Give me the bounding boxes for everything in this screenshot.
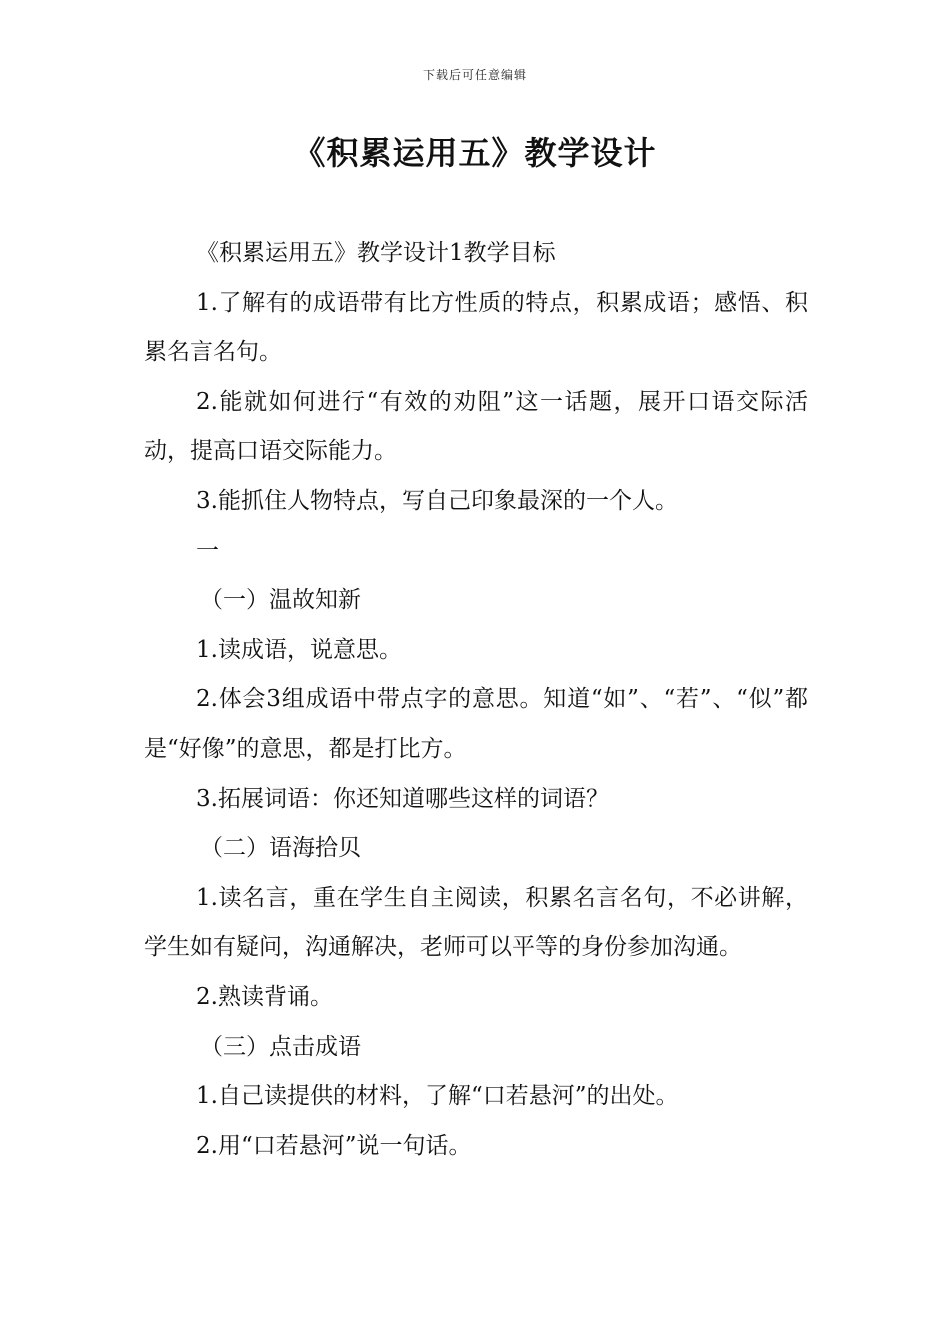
step-1-1: 1.读成语，说意思。 [196,636,402,663]
step-3-1: 1.自己读提供的材料，了解“口若悬河”的出处。 [196,1083,679,1110]
header-note: 下载后可任意编辑 [422,68,527,82]
objective-3: 3.能抓住人物特点，写自己印象最深的一个人。 [196,487,678,514]
objective-1: 1.了解有的成语带有比方性质的特点，积累成语；感悟、积累名言名句。 [144,289,808,366]
step-2-1: 1.读名言，重在学生自主阅读，积累名言名句，不必讲解，学生如有疑问，沟通解决，老师可以平等的身份参加沟通。 [144,884,808,961]
document-body [144,229,808,1171]
step-2-2: 2.熟读背诵。 [196,983,333,1010]
step-3-2: 2.用“口若悬河”说一句话。 [196,1132,472,1159]
intro-paragraph: 《积累运用五》教学设计1教学目标 [196,240,556,266]
document-title: 《积累运用五》教学设计 [293,134,657,172]
step-1-3: 3.拓展词语：你还知道哪些这样的词语？ [196,785,609,812]
section-heading-3: （三）点击成语 [200,1033,361,1060]
step-1-2: 2.体会3组成语中带点字的意思。知道“如”、“若”、“似”都是“好像”的意思，都是打比方。 [144,686,808,762]
section-heading-1: （一）温故知新 [200,587,361,614]
section-marker: 一 [196,537,219,564]
objective-2: 2.能就如何进行“有效的劝阻”这一话题，展开口语交际活动，提高口语交际能力。 [144,388,808,465]
section-heading-2: （二）语海拾贝 [200,835,361,862]
